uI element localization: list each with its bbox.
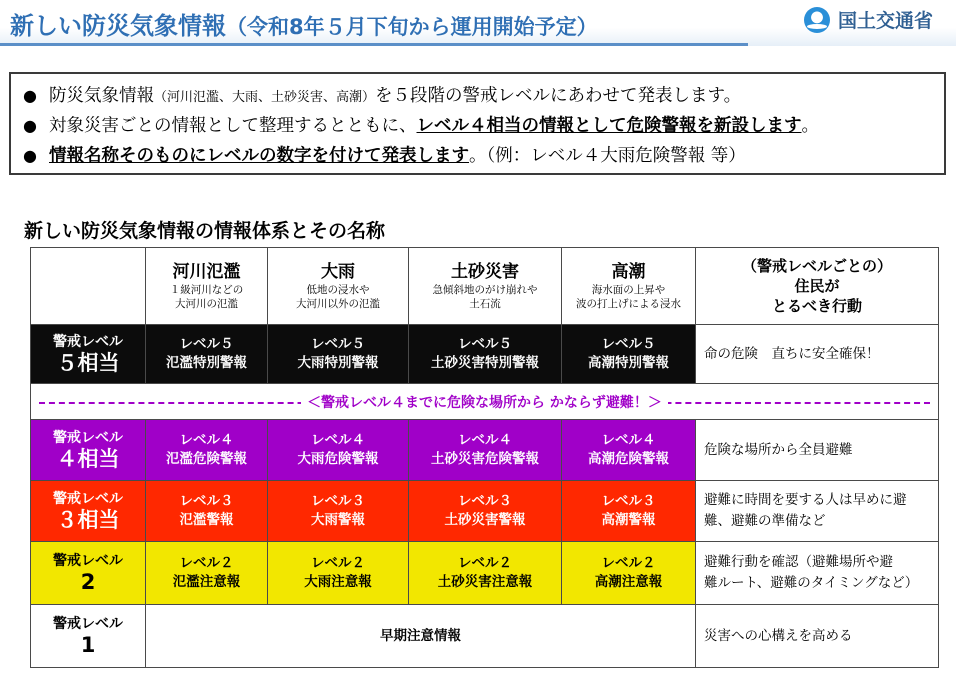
bullet-2-emphasis: レベル４相当の情報として危険警報を新設します xyxy=(416,116,802,136)
warning-level: レベル５ xyxy=(601,336,656,352)
warning-name: 大雨警報 xyxy=(311,512,365,528)
warning-name: 大雨危険警報 xyxy=(297,451,379,467)
warning-name: 土砂災害特別警報 xyxy=(431,355,539,371)
summary-bullet-2 xyxy=(23,111,944,141)
bullet-icon: ● xyxy=(23,116,37,135)
level-label-text: 警戒レベル xyxy=(53,430,123,446)
level-5-landslide-warning xyxy=(408,324,562,384)
warning-level: レベル２ xyxy=(311,555,365,571)
header-desc: 海水面の上昇や xyxy=(591,284,666,296)
header-storm-surge xyxy=(561,247,696,325)
summary-bullet-1 xyxy=(23,81,944,111)
warning-name: 氾濫特別警報 xyxy=(166,355,247,371)
bullet-icon: ● xyxy=(23,86,37,105)
header-corner xyxy=(30,247,146,325)
level-5-label xyxy=(30,324,146,384)
warning-name: 高潮警報 xyxy=(601,512,656,528)
level-label-text: 警戒レベル xyxy=(53,616,123,632)
summary-bullet-3 xyxy=(23,141,944,171)
level-2-rain-advisory xyxy=(267,541,409,605)
bullet-1-text-a: 防災気象情報 xyxy=(49,86,154,106)
header-desc: 大河川の氾濫 xyxy=(175,298,238,310)
level-3-river-warning xyxy=(145,480,268,542)
action-text: 避難に時間を要する人は早めに避 xyxy=(704,492,907,508)
warning-name: 土砂災害注意報 xyxy=(437,574,533,590)
level-2-river-advisory xyxy=(145,541,268,605)
header-desc: 土石流 xyxy=(469,298,501,310)
level-value-text: ４相当 xyxy=(56,447,120,471)
level-3-rain-warning xyxy=(267,480,409,542)
warning-level: レベル５ xyxy=(311,336,365,352)
level-value-text: 2 xyxy=(80,570,96,594)
warning-name: 氾濫危険警報 xyxy=(166,451,247,467)
warning-name: 大雨特別警報 xyxy=(297,355,379,371)
header-landslide xyxy=(408,247,562,325)
bullet-2-end: 。 xyxy=(801,116,819,136)
header-desc: 低地の浸水や xyxy=(306,284,370,296)
level-3-label xyxy=(30,480,146,542)
level-4-landslide-warning xyxy=(408,419,562,481)
level-2-landslide-advisory xyxy=(408,541,562,605)
warning-name: 土砂災害警報 xyxy=(444,512,526,528)
warning-level-table xyxy=(30,247,939,668)
warning-name: 氾濫警報 xyxy=(179,512,234,528)
header-name: 土砂災害 xyxy=(451,262,519,282)
header-name: 高潮 xyxy=(611,262,646,282)
level-3-surge-warning xyxy=(561,480,696,542)
warning-name: 土砂災害危険警報 xyxy=(431,451,539,467)
header-name: 河川氾濫 xyxy=(172,262,241,282)
header-name: 大雨 xyxy=(321,262,355,282)
level-5-surge-warning xyxy=(561,324,696,384)
warning-level: レベル２ xyxy=(601,555,656,571)
mlit-logo-icon xyxy=(804,7,830,33)
level-1-label xyxy=(30,604,146,668)
level-4-label xyxy=(30,419,146,481)
warning-level: レベル３ xyxy=(458,493,512,509)
action-text: 災害への心構えを高める xyxy=(704,627,853,644)
level-4-river-warning xyxy=(145,419,268,481)
action-text: 避難行動を確認（避難場所や避 xyxy=(704,554,893,570)
header-resident-action xyxy=(695,247,939,325)
level-4-rain-warning xyxy=(267,419,409,481)
evacuation-banner xyxy=(30,384,939,419)
level-1-action xyxy=(695,604,939,668)
level-label-text: 警戒レベル xyxy=(53,491,123,507)
warning-level: レベル４ xyxy=(179,432,234,448)
header-desc: 急傾斜地のがけ崩れや xyxy=(432,284,538,296)
warning-name: 高潮特別警報 xyxy=(588,355,669,371)
level-5-river-warning xyxy=(145,324,268,384)
level-label-text: 警戒レベル xyxy=(53,553,123,569)
warning-level: レベル３ xyxy=(601,493,656,509)
page-title xyxy=(10,6,598,41)
level-3-action xyxy=(695,480,939,542)
summary-box xyxy=(9,72,946,175)
header-desc: 波の打上げによる浸水 xyxy=(576,298,681,310)
warning-level: レベル４ xyxy=(601,432,656,448)
bullet-1-note: （河川氾濫、大雨、土砂災害、高潮） xyxy=(154,90,376,105)
level-value-text: ５相当 xyxy=(56,351,120,375)
action-header-line: とるべき行動 xyxy=(771,297,862,315)
warning-level: レベル２ xyxy=(179,555,234,571)
banner-text: ＜警戒レベル４までに危険な場所から かならず避難！＞ xyxy=(301,392,668,412)
org-name: 国土交通省 xyxy=(838,10,934,32)
warning-name: 早期注意情報 xyxy=(380,627,461,644)
warning-level: レベル４ xyxy=(311,432,365,448)
level-4-action xyxy=(695,419,939,481)
action-text: 危険な場所から全員避難 xyxy=(704,441,853,458)
bullet-icon: ● xyxy=(23,146,37,165)
page-header xyxy=(0,0,956,46)
level-2-action xyxy=(695,541,939,605)
level-1-early-caution xyxy=(145,604,696,668)
warning-level: レベル４ xyxy=(458,432,512,448)
level-5-action xyxy=(695,324,939,384)
level-3-landslide-warning xyxy=(408,480,562,542)
level-4-surge-warning xyxy=(561,419,696,481)
section-title: 新しい防災気象情報の情報体系とその名称 xyxy=(24,220,386,242)
title-underline xyxy=(0,43,748,46)
warning-level: レベル３ xyxy=(179,493,234,509)
header-river-flood xyxy=(145,247,268,325)
warning-name: 高潮注意報 xyxy=(594,574,663,590)
level-value-text: ３相当 xyxy=(56,508,120,532)
header-desc: 大河川以外の氾濫 xyxy=(296,298,380,310)
bullet-1-text-b: を５段階の警戒レベルにあわせて発表します。 xyxy=(375,86,742,106)
action-text: 難ルート、避難のタイミングなど） xyxy=(704,575,919,591)
warning-level: レベル５ xyxy=(458,336,512,352)
warning-level: レベル２ xyxy=(458,555,512,571)
warning-level: レベル３ xyxy=(311,493,365,509)
level-label-text: 警戒レベル xyxy=(53,334,123,350)
action-text: 難、避難の準備など xyxy=(704,513,826,529)
title-sub: （令和8年５月下旬から運用開始予定） xyxy=(226,15,598,39)
header-heavy-rain xyxy=(267,247,409,325)
header-desc: １級河川などの xyxy=(169,284,244,296)
title-main: 新しい防災気象情報 xyxy=(10,12,226,40)
level-value-text: 1 xyxy=(80,633,96,657)
bullet-2-text: 対象災害ごとの情報として整理するとともに、 xyxy=(49,116,417,136)
bullet-3-text: 。（例：レベル４大雨危険警報 等） xyxy=(469,146,746,166)
warning-name: 大雨注意報 xyxy=(304,574,372,590)
warning-level: レベル５ xyxy=(179,336,234,352)
level-2-surge-advisory xyxy=(561,541,696,605)
action-header-line: 住民が xyxy=(794,277,840,295)
action-header-line: （警戒レベルごとの） xyxy=(741,257,892,275)
org-logo xyxy=(804,6,933,33)
action-text: 命の危険 直ちに安全確保！ xyxy=(704,345,880,362)
bullet-3-emphasis: 情報名称そのものにレベルの数字を付けて発表します xyxy=(49,146,469,166)
warning-name: 氾濫注意報 xyxy=(172,574,241,590)
warning-name: 高潮危険警報 xyxy=(588,451,669,467)
level-5-rain-warning xyxy=(267,324,409,384)
level-2-label xyxy=(30,541,146,605)
